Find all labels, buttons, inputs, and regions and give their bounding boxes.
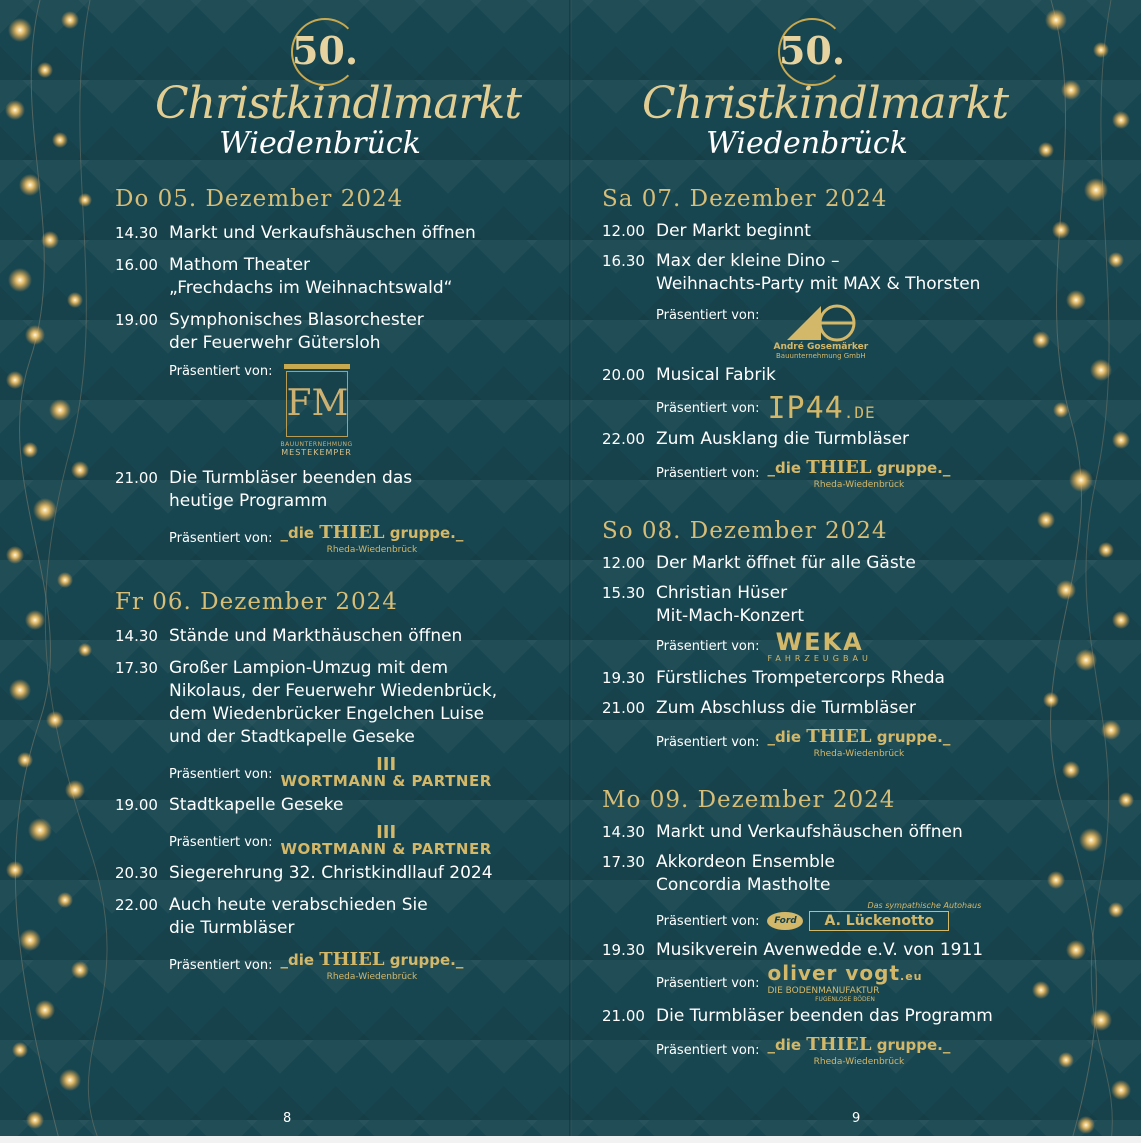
logo-subtitle: Wiedenbrück [706,126,908,161]
event-desc [656,250,980,296]
event-desc [656,697,916,720]
event-row [602,939,993,962]
event-desc [169,222,476,245]
event-line: Die Turmbläser beenden das Programm [656,1006,993,1026]
event-line: Zum Ausklang die Turmbläser [656,429,910,449]
event-row [115,625,497,648]
day-friday [115,589,497,992]
lueckenotto-tag: Das sympathische Autohaus [867,901,982,910]
vogt-tld: .eu [900,970,923,983]
vogt-line2: FUGENLOSE BÖDEN [815,996,875,1003]
event-line: die Turmbläser [169,918,295,938]
thiel-suffix: gruppe. [876,728,943,746]
vogt-name: oliver vogt [767,961,901,985]
event-row [115,862,497,885]
event-line: Die Turmbläser beenden das [169,468,413,488]
right-page [602,0,1022,1126]
event-line: Markt und Verkaufshäuschen öffnen [169,223,476,243]
event-line: Symphonisches Blasorchester [169,310,424,330]
thiel-prefix: die [774,459,802,477]
day-monday [602,787,993,1077]
event-row [602,851,993,897]
wortmann-name: WORTMANN & PARTNER [280,840,492,858]
fairy-lights-right-graphic [1001,0,1141,1143]
event-desc [169,625,462,648]
event-desc [169,862,493,885]
logo-subtitle: Wiedenbrück [219,126,421,161]
day-title: So 08. Dezember 2024 [602,518,888,544]
mestekemper-line1: BAUUNTERNEHMUNG [280,441,353,448]
event-time: 22.00 [602,430,645,448]
event-desc [656,667,945,690]
page-number: 8 [283,1111,292,1126]
lueckenotto-logo [767,901,982,931]
event-line: Stände und Markthäuschen öffnen [169,626,463,646]
event-row [115,794,497,817]
thiel-brand: THIEL [806,726,872,747]
event-line: dem Wiedenbrücker Engelchen Luise [169,704,485,724]
event-time: 16.00 [115,256,158,274]
event-desc [656,364,776,387]
event-desc [656,1005,993,1028]
event-line: Fürstliches Trompetercorps Rheda [656,668,945,688]
event-line: Zum Abschluss die Turmbläser [656,698,916,718]
event-line: Akkordeon Ensemble [656,852,835,872]
thiel-sub: Rheda-Wiedenbrück [813,749,905,759]
lueckenotto-name: A. Lückenotto [809,911,949,931]
day-title: Do 05. Dezember 2024 [115,186,404,212]
presented-by [656,391,980,426]
event-row [115,467,476,513]
thiel-logo: _die THIEL gruppe._ Rheda-Wiedenbrück [767,1034,951,1067]
mestekemper-line2: MESTEKEMPER [281,448,352,457]
event-time: 14.30 [602,823,645,841]
thiel-logo: _die THIEL gruppe._ Rheda-Wiedenbrück [280,522,464,555]
vogt-logo [767,961,923,1003]
event-time: 12.00 [602,554,645,572]
day-sunday [602,518,950,769]
event-time: 21.00 [115,469,158,487]
event-time: 19.30 [602,941,645,959]
event-line: Nikolaus, der Feuerwehr Wiedenbrück, [169,681,498,701]
event-row [602,220,980,243]
fairy-lights-right [1001,0,1141,1143]
thiel-suffix: gruppe. [389,524,456,542]
event-desc [169,309,424,355]
event-row [602,250,980,296]
weka-sub: FAHRZEUGBAU [767,654,872,663]
presented-by [169,522,476,555]
thiel-sub: Rheda-Wiedenbrück [326,972,418,982]
event-line: und der Stadtkapelle Geseke [169,727,415,747]
event-desc [169,254,452,300]
event-line: Der Markt öffnet für alle Gäste [656,553,916,573]
presented-by [656,630,950,663]
event-time: 19.30 [602,669,645,687]
presented-label: Präsentiert von: [169,958,273,973]
ip44-logo [767,391,875,426]
presented-by [656,302,980,360]
event-line: Mathom Theater [169,255,311,275]
gosemaerker-name: André Gosemärker [773,342,869,352]
event-line: Markt und Verkaufshäuschen öffnen [656,822,963,842]
event-time: 17.30 [115,659,158,677]
left-page [115,0,565,1126]
wortmann-mark: III [376,754,397,775]
event-desc [656,582,804,628]
event-row [602,364,980,387]
event-row [602,667,950,690]
ip44-main: IP44 [767,391,844,426]
presented-label: Präsentiert von: [656,735,760,750]
event-desc [656,428,909,451]
event-desc [656,851,835,897]
weka-logo [767,630,871,663]
presented-by [169,949,497,982]
mestekemper-logo [280,364,352,457]
thiel-logo: _die THIEL gruppe._ Rheda-Wiedenbrück [280,949,464,982]
presented-label: Präsentiert von: [656,639,760,654]
event-time: 22.00 [115,896,158,914]
event-row [115,657,497,749]
thiel-suffix: gruppe. [389,951,456,969]
presented-label: Präsentiert von: [656,401,760,416]
event-row [115,222,476,245]
wortmann-logo [280,754,492,790]
wortmann-name: WORTMANN & PARTNER [280,772,492,790]
wortmann-logo [280,822,492,858]
event-line: Mit-Mach-Konzert [656,606,805,626]
vogt-line1: DIE BODENMANUFAKTUR [767,986,880,996]
presented-by [656,726,950,759]
day-title: Sa 07. Dezember 2024 [602,186,888,212]
page-fold [569,0,572,1143]
day-saturday [602,186,980,500]
event-line: Stadtkapelle Geseke [169,795,344,815]
event-time: 16.30 [602,252,645,270]
event-line: Max der kleine Dino – [656,251,840,271]
event-line: der Feuerwehr Gütersloh [169,333,381,353]
presented-label: Präsentiert von: [169,766,273,782]
thiel-suffix: gruppe. [876,1036,943,1054]
presented-label: Präsentiert von: [656,1043,760,1058]
presented-by [169,364,476,457]
event-time: 20.00 [602,366,645,384]
presented-by [656,961,993,1003]
gosemaerker-mark [781,302,861,342]
logo-number: 50. [778,28,846,73]
event-desc [656,939,983,962]
event-desc [169,657,497,749]
presented-label: Präsentiert von: [169,531,273,546]
thiel-prefix: die [774,1036,802,1054]
mestekemper-bar [284,364,350,369]
event-desc [656,821,963,844]
event-row [115,894,497,940]
thiel-prefix: die [774,728,802,746]
thiel-sub: Rheda-Wiedenbrück [326,545,418,555]
event-line: „Frechdachs im Weihnachtswald“ [169,278,453,298]
event-row [602,697,950,720]
event-row [602,552,950,575]
event-line: Musical Fabrik [656,365,776,385]
event-time: 17.30 [602,853,645,871]
event-time: 21.00 [602,699,645,717]
thiel-logo: _die THIEL gruppe._ Rheda-Wiedenbrück [767,457,951,490]
logo-right [602,0,1022,170]
event-line: Christian Hüser [656,583,788,603]
event-line: heutige Programm [169,491,328,511]
event-row [602,582,950,628]
event-row [602,428,980,451]
thiel-brand: THIEL [806,457,872,478]
ip44-tld: .DE [843,403,876,422]
day-title: Mo 09. Dezember 2024 [602,787,896,813]
event-line: Der Markt beginnt [656,221,811,241]
ford-logo: Ford [767,912,803,930]
logo-title: Christkindlmarkt [155,78,522,129]
thiel-suffix: gruppe. [876,459,943,477]
event-row [115,309,476,355]
event-row [602,821,993,844]
day-thursday [115,186,476,565]
event-desc [656,552,916,575]
presented-by [656,1034,993,1067]
event-row [602,1005,993,1028]
presented-label: Präsentiert von: [656,976,760,991]
thiel-sub: Rheda-Wiedenbrück [813,1057,905,1067]
presented-by [169,822,497,858]
event-time: 21.00 [602,1007,645,1025]
thiel-sub: Rheda-Wiedenbrück [813,480,905,490]
event-line: Großer Lampion-Umzug mit dem [169,658,449,678]
weka-name: WEKA [775,628,864,656]
event-line: Concordia Mastholte [656,875,831,895]
event-line: Musikverein Avenwedde e.V. von 1911 [656,940,984,960]
presented-by [169,754,497,790]
page-number: 9 [852,1111,861,1126]
event-row [115,254,476,300]
thiel-brand: THIEL [806,1034,872,1055]
gosemaerker-logo [773,302,868,360]
thiel-prefix: die [287,524,315,542]
event-desc [656,220,811,243]
wortmann-mark: III [376,822,397,843]
event-time: 14.30 [115,224,158,242]
event-desc [169,467,412,513]
event-time: 14.30 [115,627,158,645]
event-line: Auch heute verabschieden Sie [169,895,428,915]
thiel-prefix: die [287,951,315,969]
presented-label: Präsentiert von: [656,466,760,481]
gosemaerker-sub: Bauunternehmung GmbH [775,352,866,360]
event-desc [169,794,344,817]
logo-title: Christkindlmarkt [642,78,1009,129]
event-time: 15.30 [602,584,645,602]
thiel-logo: _die THIEL gruppe._ Rheda-Wiedenbrück [767,726,951,759]
event-desc [169,894,428,940]
event-time: 20.30 [115,864,158,882]
logo-left [115,0,565,170]
presented-label: Präsentiert von: [656,913,760,929]
thiel-brand: THIEL [319,949,385,970]
event-time: 19.00 [115,311,158,329]
thiel-brand: THIEL [319,522,385,543]
event-time: 19.00 [115,796,158,814]
presented-label: Präsentiert von: [169,364,273,379]
mestekemper-mark: FM [286,371,348,437]
presented-label: Präsentiert von: [656,308,760,323]
event-line: Siegerehrung 32. Christkindllauf 2024 [169,863,493,883]
presented-by [656,457,980,490]
event-line: Weihnachts-Party mit MAX & Thorsten [656,274,981,294]
event-time: 12.00 [602,222,645,240]
presented-by [656,901,993,931]
day-title: Fr 06. Dezember 2024 [115,589,398,615]
bottom-edge [0,1136,1141,1143]
presented-label: Präsentiert von: [169,834,273,850]
logo-number: 50. [291,28,359,73]
